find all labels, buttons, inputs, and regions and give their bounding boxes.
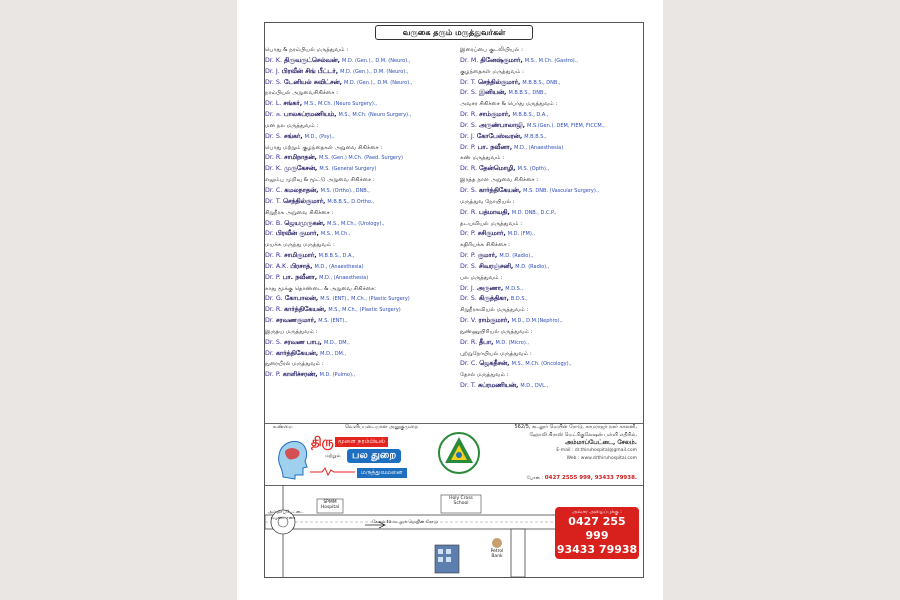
doctor-prefix: Dr.: [265, 317, 274, 325]
doctor-entry: [265, 273, 455, 284]
doctor-prefix: Dr. S.: [460, 295, 477, 303]
doctor-qualification: M.D., DVL.,: [520, 383, 549, 390]
doctor-entry: [265, 294, 455, 305]
doctor-name: பா. நவீனா,: [282, 273, 318, 281]
doctor-prefix: Dr. C.: [265, 186, 283, 194]
booking-number-3[interactable]: 88702 66889: [556, 557, 638, 570]
doctor-entry: [460, 262, 650, 273]
specialty-heading: தடயவியல் மருத்துவம் :: [460, 220, 523, 227]
doctor-entry: [265, 99, 455, 110]
specialty-heading: கதிரியக்க சிகிச்சை :: [460, 242, 511, 249]
left-doctor-column: [265, 45, 455, 381]
doctor-entry: [460, 164, 650, 175]
doctor-name: டேனியல் சுவிட்சன்,: [283, 78, 342, 86]
doctor-entry: [460, 143, 650, 154]
doctor-name: கமலநாதன்,: [284, 186, 319, 194]
specialty-heading: நுரையீரல் மருத்துவம் :: [265, 361, 324, 368]
doctor-entry: [460, 110, 650, 121]
doctor-name: கிருத்திகா,: [478, 295, 509, 303]
doctor-name: ராம்குமார்,: [478, 317, 510, 325]
logo-hospital: மருத்துவமனை: [357, 468, 407, 478]
doctor-prefix: Dr. S.: [265, 338, 282, 346]
doctor-prefix: Dr. S.: [460, 262, 477, 270]
map-spmm-label: SPMM Hospital: [320, 500, 340, 510]
doctor-prefix: Dr. S.: [460, 89, 477, 97]
specialty-heading: தோல் மருத்துவம் :: [460, 372, 509, 379]
doctor-entry: [265, 316, 455, 327]
doctor-entry: [265, 78, 455, 89]
doctor-prefix: Dr. R.: [460, 111, 478, 119]
doctor-name: கார்த்திகேயன்,: [275, 349, 319, 357]
specialty-heading: குழந்தைகள் மருத்துவம் :: [460, 68, 525, 75]
map-road-label: சேலம் to கடலூர் மெயின் ரோடு: [372, 520, 438, 525]
doctor-name: சாம்குமார்,: [479, 111, 511, 119]
doctor-prefix: Dr. R.: [460, 208, 478, 216]
logo-thiru: திரு: [311, 435, 334, 450]
doctor-prefix: Dr.: [265, 349, 274, 357]
specialty-heading: காது மூக்கு தொண்டை & அறுவை சிகிச்சை:: [265, 285, 376, 292]
doctor-name: கார்த்திகேயன்,: [284, 306, 327, 314]
logo-multispeciality: பல துறை: [347, 449, 401, 463]
doctor-qualification: M.S., M.Ch., (Urology).,: [327, 220, 385, 227]
doctor-qualification: M.D., DM.,: [320, 350, 347, 357]
doctor-qualification: M.S. (Ortho)., DNB.,: [320, 187, 370, 194]
specialty-heading: பல மருத்துவம் :: [460, 274, 503, 281]
specialty-heading: இரத்த நாள அறுவை சிகிச்சை :: [460, 177, 539, 184]
doctor-name: சாமிகுமார்,: [284, 252, 317, 260]
doctor-prefix: Dr. R.: [265, 306, 283, 314]
doctor-prefix: Dr. T.: [460, 382, 476, 390]
doctor-name: சரவண பாபு,: [283, 338, 322, 346]
doctor-qualification: M.S., M.Ch. (Gastro).,: [524, 57, 578, 64]
doctor-prefix: Dr. S.: [265, 132, 282, 140]
doctor-name: சாமிநாதன்,: [284, 154, 317, 162]
ecg-line-icon: [310, 466, 355, 476]
doctor-entry: [265, 338, 455, 349]
doctor-name: பிரவீன் சிங் பீட்டர்,: [281, 67, 339, 75]
doctor-qualification: M.D., D.M.(Nephro).,: [511, 318, 563, 325]
doctor-qualification: M.D., (Psy).,: [304, 133, 335, 140]
doctor-prefix: Dr. V.: [460, 317, 477, 325]
doctor-entry: [265, 110, 455, 121]
doctor-qualification: M.B.B.S., D.A.,: [512, 112, 549, 119]
doctor-entry: [265, 186, 455, 197]
doctor-name: அருண்பாலாஜி,: [478, 121, 526, 129]
brain-head-icon: [275, 437, 309, 481]
doctor-prefix: Dr. S.: [265, 78, 282, 86]
accreditation-emblem-icon: [437, 431, 481, 475]
doctor-qualification: M.D. (Gen.)., D.M. (Neuro).,: [340, 68, 409, 75]
doctor-qualification: M.S. (ENT)., M.Ch., (Plastic Surgery): [320, 296, 410, 303]
specialty-heading: மருத்துவ நோயியல் :: [460, 198, 515, 205]
section-title: வருகை தரும் மருத்துவர்கள்: [375, 25, 533, 40]
doctor-prefix: Dr. A.K.: [265, 262, 289, 270]
doctor-prefix: Dr. P.: [460, 230, 476, 238]
map-junction-label: அம்மாப்பேட்டை ரவுண்டானா: [268, 510, 304, 521]
doctor-prefix: Dr. R.: [460, 338, 478, 346]
logo-and: மற்றும்: [325, 453, 341, 459]
doctor-entry: [265, 67, 455, 78]
specialty-heading: அவசர சிகிச்சை & பொது மருத்துவம் :: [460, 101, 558, 108]
doctor-qualification: M.B.B.S., D.Ortho.,: [327, 198, 375, 205]
doctor-entry: [460, 88, 650, 99]
specialty-heading: புற்றுநோயியல் மருத்துவம் :: [460, 350, 532, 357]
specialty-heading: சிறுநீரக அறுவை சிகிச்சை :: [265, 209, 334, 216]
doctor-name: ஜெயமுருகன்,: [284, 219, 326, 227]
doctor-name: முருகேசன்,: [284, 165, 318, 173]
doctor-name: பிரவீன் குமார்,: [275, 230, 319, 238]
address-block: [487, 423, 637, 463]
doctor-name: திருவருட்செல்வன்,: [284, 56, 341, 64]
doctor-entry: [460, 359, 650, 370]
doctor-prefix: Dr. J.: [265, 67, 280, 75]
doctor-name: சுப்ரமணியன்,: [477, 382, 519, 390]
doctor-qualification: M.S., M.Ch. (Neuro Surgery).,: [338, 112, 412, 119]
doctor-prefix: Dr. R.: [265, 252, 283, 260]
doctor-entry: [460, 208, 650, 219]
doctor-qualification: M.S. (ENT).,: [318, 318, 348, 325]
doctor-qualification: M.S., M.Ch.,: [320, 231, 351, 238]
doctor-name: பிரசாத்,: [290, 262, 313, 270]
address-city: அம்மாப்பேட்டை, சேலம்.: [565, 439, 637, 446]
doctor-qualification: M.S., M.Ch. (Neuro Surgery).,: [304, 101, 377, 108]
doctor-prefix: Dr. J.: [460, 132, 475, 140]
doctor-entry: [460, 251, 650, 262]
doctor-qualification: M.B.B.S.,: [524, 133, 547, 140]
doctor-name: கார்த்திகேயன்,: [478, 186, 522, 194]
doctor-entry: [460, 316, 650, 327]
doctor-prefix: Dr. T.: [265, 197, 281, 205]
doctor-qualification: M.D. (Pulmo).,: [319, 372, 356, 379]
doctor-qualification: M.S., M.Ch. (Oncology).,: [511, 361, 572, 368]
doctor-entry: [265, 164, 455, 175]
doctor-qualification: M.D. (Radio).,: [515, 263, 550, 270]
map-petrol-label: Petrol Bank: [490, 549, 504, 559]
doctor-prefix: Dr. க.: [265, 111, 282, 119]
phone-numbers[interactable]: 0427 2555 999, 93433 79938.: [544, 475, 637, 481]
footer-section: [265, 423, 643, 577]
doctor-entry: [460, 338, 650, 349]
doctor-name: செந்தில்குமார்,: [477, 78, 521, 86]
doctor-prefix: Dr. K.: [265, 165, 282, 173]
doctor-qualification: M.S.(Gen.). DEM, FIEM, FICCM.,: [527, 122, 605, 129]
document-page: [237, 0, 663, 600]
doctor-entry: [460, 78, 650, 89]
doctor-entry: [460, 56, 650, 67]
doctor-prefix: Dr. T.: [460, 78, 476, 86]
doctor-name: பாலசுப்ரமணியம்,: [283, 111, 337, 119]
doctor-prefix: Dr. S.: [460, 121, 477, 129]
doctor-prefix: Dr. K.: [265, 56, 282, 64]
doctor-prefix: Dr. P.: [460, 143, 476, 151]
doctor-qualification: M.B.B.S., DNB.,: [522, 79, 561, 86]
specialty-heading: மயக்க மருந்து மருத்துவம் :: [265, 242, 335, 249]
doctor-name: சசிகுமார்,: [477, 230, 506, 238]
doctor-qualification: M.D. (Gen.)., D.M. (Neuro).,: [344, 79, 413, 86]
doctor-qualification: B.D.S.,: [510, 296, 528, 303]
doctor-entry: [460, 284, 650, 295]
doctor-prefix: Dr. P.: [265, 371, 281, 379]
doctor-entry: [265, 251, 455, 262]
doctor-qualification: M.S. (Opth).,: [517, 166, 550, 173]
doctor-qualification: M.B.B.S., DNB.,: [508, 90, 547, 97]
doctor-entry: [265, 305, 455, 316]
specialty-heading: மன நல மருத்துவம் :: [265, 122, 319, 129]
doctor-qualification: M.S. (Gen.) M.Ch. (Paed. Surgery): [318, 155, 403, 162]
doctor-prefix: Dr. G.: [265, 295, 283, 303]
booking-number-1[interactable]: 0427 255 999: [568, 515, 626, 542]
doctor-name: சங்கர்,: [283, 100, 303, 108]
doctor-qualification: M.S., M.Ch., (Plastic Surgery): [328, 307, 401, 314]
doctor-name: சங்கர்,: [283, 132, 303, 140]
document-frame: [264, 22, 644, 578]
doctor-entry: [265, 197, 455, 208]
booking-number-2[interactable]: 93433 79938: [556, 543, 638, 556]
doctor-prefix: Dr. R.: [460, 165, 478, 173]
right-doctor-column: [460, 45, 650, 392]
phone-label: போன் :: [526, 476, 543, 481]
doctor-qualification: M.D. (Gen.)., D.M. (Neuro).,: [342, 57, 411, 64]
doctor-qualification: M.D. (Radio).,: [499, 253, 534, 260]
doctor-prefix: Dr.: [265, 230, 274, 238]
doctor-qualification: M.S. DNB. (Vascular Surgery).,: [523, 187, 599, 194]
specialty-heading: பொது & நரம்பியல் மருத்துவம் :: [265, 47, 349, 53]
email-link[interactable]: E-mail : dr.thiruhospital@gmail.com: [556, 448, 637, 453]
doctor-entry: [460, 229, 650, 240]
booking-label: அவசர அழைப்புக்கு :: [572, 509, 622, 515]
specialty-heading: நரம்பியல் அறுவைசிகிச்சை :: [265, 90, 338, 97]
specialty-heading: சிறுநீரகவியல் மருத்துவம் :: [460, 307, 529, 314]
doctor-prefix: Dr. J.: [460, 284, 475, 292]
doctor-name: தேன்மொழி,: [479, 165, 516, 173]
address-line-1: 562/5, கடலூர் மெயின் ரோடு, காமராஜர் நகர் காலனி,: [514, 424, 637, 430]
doctor-entry: [460, 186, 650, 197]
doctor-entry: [265, 219, 455, 230]
doctor-qualification: M.D., DM.,: [323, 339, 350, 346]
address-line-2: ஹோலி கிராஸ் மெட்ரிகுலேஷன் பள்ளி எதிரில்,: [529, 432, 637, 438]
doctor-prefix: Dr. P.: [265, 273, 281, 281]
doctor-name: கோபேஸ்வரன்,: [476, 132, 523, 140]
doctor-name: அருணா,: [476, 284, 504, 292]
doctor-entry: [265, 349, 455, 360]
doctor-entry: [265, 132, 455, 143]
map-holycross-label: Holy Cross School: [449, 496, 473, 506]
doctor-qualification: M.D., (Anaesthesia): [514, 144, 564, 151]
doctor-name: தினேஷ்குமார்,: [480, 56, 523, 64]
doctor-name: குமார்,: [477, 252, 498, 260]
doctor-qualification: M.D., (Anaesthesia): [314, 263, 364, 270]
doctor-prefix: Dr. B.: [265, 219, 283, 227]
emergency-booking-box: [555, 507, 639, 570]
subtitle-text: வெளிப்படையான அனுகுமுறை: [345, 424, 419, 430]
website-link[interactable]: Web : www.drthiruhospital.com: [566, 456, 637, 461]
doctor-entry: [265, 262, 455, 273]
doctor-qualification: M.D. DNB., D.C.P.,: [511, 209, 557, 216]
specialty-heading: இருதய மருத்துவம் :: [265, 328, 318, 335]
doctor-name: செந்தில்குமார்,: [282, 197, 326, 205]
doctor-prefix: Dr. S.: [460, 186, 477, 194]
doctor-entry: [460, 121, 650, 132]
specialty-heading: நுண்ணுயிரியல் மருத்துவம் :: [460, 328, 533, 335]
doctor-qualification: M.S. (General Surgery): [319, 166, 377, 173]
doctor-name: சரவணகுமார்,: [275, 317, 317, 325]
doctor-name: தீபா,: [479, 338, 494, 346]
doctor-qualification: M.D., (Anaesthesia): [319, 274, 369, 281]
specialty-heading: எலும்பு முறிவு & மூட்டு அறுவை சிகிச்சை :: [265, 177, 375, 184]
doctor-name: பத்மாவதி,: [479, 208, 510, 216]
doctor-entry: [460, 381, 650, 392]
doctor-qualification: M.D. (FM).,: [507, 231, 535, 238]
doctor-prefix: Dr. C.: [460, 360, 478, 368]
doctor-prefix: Dr. M.: [460, 56, 479, 64]
specialty-heading: இரைப்பை குடலியியல் :: [460, 47, 523, 53]
phone-line: [527, 475, 637, 481]
doctor-entry: [460, 132, 650, 143]
logo-subtitle: மூளை நரம்பியல்: [335, 437, 388, 447]
specialty-heading: கண் மருத்துவம் :: [460, 155, 505, 162]
doctor-entry: [460, 294, 650, 305]
doctor-prefix: Dr. L.: [265, 100, 282, 108]
doctor-entry: [265, 153, 455, 164]
doctor-name: காளிச்சரண்,: [282, 371, 318, 379]
doctor-entry: [265, 56, 455, 67]
doctor-entry: [265, 229, 455, 240]
doctor-name: கோபாலன்,: [284, 295, 319, 303]
doctor-name: பா. நவீனா,: [477, 143, 513, 151]
doctor-qualification: M.B.B.S., D.A.,: [318, 253, 355, 260]
badge-text: உண்மை: [273, 424, 293, 430]
doctor-qualification: M.D. (Micro).,: [495, 339, 530, 346]
doctor-entry: [265, 370, 455, 381]
doctor-name: இனியன்,: [478, 89, 507, 97]
doctor-name: ஜெகதீசன்,: [479, 360, 510, 368]
specialty-heading: பொது மற்றும் குழந்தைகள் அறுவை சிகிச்சை :: [265, 144, 383, 151]
doctor-name: சிவரஞ்சனி,: [478, 262, 514, 270]
doctor-prefix: Dr. R.: [265, 154, 283, 162]
doctor-qualification: M.D.S.,: [505, 285, 523, 292]
doctor-prefix: Dr. P.: [460, 252, 476, 260]
